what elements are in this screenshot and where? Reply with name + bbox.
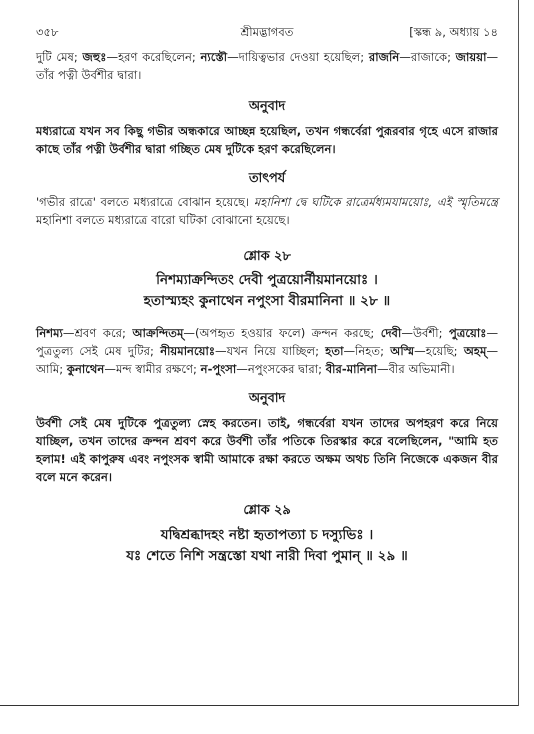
sanskrit-word: পুত্রয়োঃ (449, 325, 487, 340)
sanskrit-word: রাজনি (368, 50, 400, 64)
sanskrit-word: কুনাথেন (66, 362, 105, 377)
meaning-text: —পুত্রতুল্য সেই মেষ দুটির; (36, 325, 499, 359)
purport-sentence: 'গভীর রাত্রে' বলতে মধ্যরাত্রে বোঝান হয়েছে। (36, 195, 250, 210)
meaning-text: —তাঁর পত্নী উর্বশীর দ্বারা। (36, 50, 499, 83)
verse-line: যঃ শেতে নিশি সন্ত্রস্তো যথা নারী দিবা পুমান্ ॥ ২৯ ॥ (126, 547, 408, 564)
sanskrit-word: আক্রন্দিতম্ (132, 325, 184, 340)
sanskrit-word: দেবী (380, 325, 402, 340)
meaning-text: —আমি; (36, 344, 499, 377)
meaning-text: —দায়িত্বভার দেওয়া হয়েছিল; (227, 50, 365, 64)
word-for-word (36, 324, 498, 379)
book-title: শ্রীমদ্ভাগবত (240, 25, 294, 39)
right-border-line (518, 0, 519, 706)
sanskrit-word: জহুঃ (82, 50, 107, 64)
word-meaning-continued (36, 48, 498, 86)
purport-sentence: মহানিশা বলতে মধ্যরাত্রে বারো ঘটিকা বোঝানো হয়েছে। (36, 213, 290, 228)
sanskrit-word: ন-পুংসা (200, 362, 237, 377)
verse-heading: শ্লোক ২৮ (243, 248, 291, 264)
verse-heading: শ্লোক ২৯ (243, 503, 291, 519)
meaning-text: —শ্রবণ করে; (62, 325, 126, 340)
smriti-quote: মহানিশা দ্বে ঘটিকে রাত্রের্মধ্যমযাময়োঃ, (253, 195, 433, 210)
meaning-text: —বীর অভিমানী। (377, 362, 455, 377)
translation-text: উর্বশী সেই মেষ দুটিকে পুত্রতুল্য স্নেহ করতেন। তাই, গন্ধর্বেরা যখন তাদের অপহরণ করে নিয়ে যাচ্ছিল, তখন তাদের ক্রন্দন শ্রবণ করে উর্বশী তাঁর পতিকে তিরস্কার করে বলেছিলেন, "আমি হত হলাম! এই কাপুরুষ এবং নপুংসক স্বামী আমাকে রক্ষা করতে অক্ষম অথচ তিনি নিজেকে একজন বীর বলে মনে করেন। (36, 415, 498, 485)
meaning-text: —যখন নিয়ে যাচ্ছিল; (215, 344, 319, 359)
meaning-text: —মন্দ স্বামীর রক্ষণে; (104, 362, 197, 377)
smriti-reference: এই স্মৃতিমন্ত্রে (436, 195, 499, 210)
sanskrit-word: বীর-মানিনা (325, 362, 378, 377)
meaning-text: —রাজাকে; (399, 50, 451, 64)
sanskrit-word: অহম্ (463, 344, 487, 359)
page-content (36, 48, 498, 567)
translation-heading: অনুবাদ (248, 391, 286, 407)
translation-text: মধ্যরাত্রে যখন সব কিছু গভীর অন্ধকারে আচ্ছন্ন হয়েছিল, তখন গন্ধর্বেরা পুরূরবার গৃহে এসে রাজার কাছে তাঁর পত্নী উর্বশীর দ্বারা গচ্ছিত মেষ দুটিকে হরণ করেছিলেন। (36, 123, 498, 156)
sanskrit-word: নিশম্য (36, 325, 63, 340)
purport-heading: তাৎপর্য (248, 171, 286, 187)
sanskrit-word: জায়য়া (455, 50, 487, 64)
verse-line: হতাস্ম্যহং কুনাথেন নপুংসা বীরমানিনা ॥ ২৮ ॥ (143, 292, 391, 309)
page-number: ৩৫৮ (36, 25, 59, 39)
purport-text (36, 193, 498, 231)
translation-heading: অনুবাদ (248, 99, 286, 115)
meaning-text: —উর্বশী; (401, 325, 443, 340)
verse-line: যদ্বিশ্রব্ধাদহং নষ্টা হৃতাপত্যা চ দস্যুভিঃ । (160, 526, 374, 543)
meaning-text: —নপুংসকের দ্বারা; (236, 362, 323, 377)
sanskrit-word: অস্মি (390, 344, 415, 359)
meaning-text: —নিহত; (343, 344, 384, 359)
verse-line: নিশম্যাক্রন্দিতং দেবী পুত্রয়োর্নীয়মানয়োঃ । (156, 271, 378, 288)
sanskrit-word: হতা (325, 344, 344, 359)
sanskrit-word: নীয়মানয়োঃ (160, 344, 216, 359)
bottom-border-line (0, 705, 518, 706)
meaning-text: দুটি মেষ; (36, 50, 78, 64)
page-header (36, 24, 498, 42)
chapter-reference: [স্কন্ধ ৯, অধ্যায় ১৪ (409, 25, 498, 39)
meaning-text: —হরণ করেছিলেন; (106, 50, 196, 64)
meaning-text: —(অপহৃত হওয়ার ফলে) ক্রন্দন করছে; (183, 325, 375, 340)
sanskrit-word: ন্যস্তৌ (200, 50, 228, 64)
meaning-text: —হয়েছি; (414, 344, 458, 359)
